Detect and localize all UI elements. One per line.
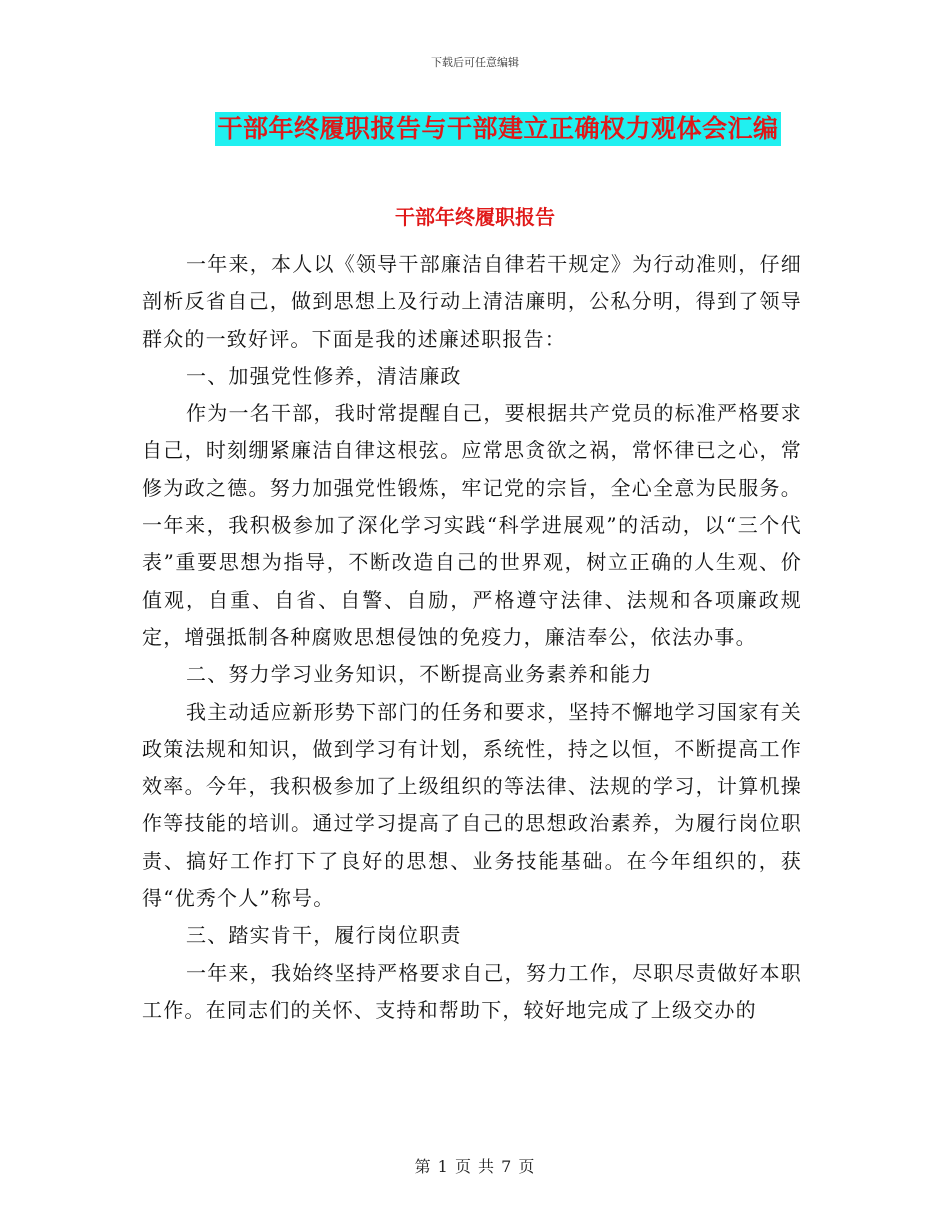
page-footer: 第 1 页 共 7 页: [414, 1157, 536, 1176]
section-title: 干部年终履职报告: [395, 205, 555, 229]
paragraph-duties: 一年来，我始终坚持严格要求自己，努力工作，尽职尽责做好本职工作。在同志们的关怀、支持和帮助下，较好地完成了上级交办的: [142, 960, 802, 1022]
main-title: 干部年终履职报告与干部建立正确权力观体会汇编: [215, 112, 780, 146]
document-body: [142, 246, 802, 1029]
heading-one: 一、加强党性修养，清洁廉政: [186, 363, 462, 388]
paragraph-study: 我主动适应新形势下部门的任务和要求，坚持不懈地学习国家有关政策法规和知识，做到学习有计划，系统性，持之以恒，不断提高工作效率。今年，我积极参加了上级组织的等法律、法规的学习，计算机操作等技能的培训。通过学习提高了自己的思想政治素养，为履行岗位职责、搞好工作打下了良好的思想、业务技能基础。在今年组织的，获得“优秀个人”称号。: [142, 699, 802, 911]
paragraph-party-spirit: 作为一名干部，我时常提醒自己，要根据共产党员的标准严格要求自己，时刻绷紧廉洁自律这根弦。应常思贪欲之祸，常怀律已之心，常修为政之德。努力加强党性锻炼，牢记党的宗旨，全心全意为民服务。一年来，我积极参加了深化学习实践“科学进展观”的活动，以“三个代表”重要思想为指导，不断改造自己的世界观，树立正确的人生观、价值观，自重、自省、自警、自励，严格遵守法律、法规和各项廉政规定，增强抵制各种腐败思想侵蚀的免疫力，廉洁奉公，依法办事。: [142, 401, 802, 649]
heading-three: 三、踏实肯干，履行岗位职责: [186, 923, 462, 948]
main-title-container: [0, 112, 950, 146]
paragraph-intro: 一年来，本人以《领导干部廉洁自律若干规定》为行动准则，仔细剖析反省自己，做到思想上及行动上清洁廉明，公私分明，得到了领导群众的一致好评。下面是我的述廉述职报告：: [142, 252, 802, 351]
heading-two: 二、努力学习业务知识，不断提高业务素养和能力: [186, 662, 653, 687]
header-note: 下载后可任意编辑: [431, 56, 519, 69]
